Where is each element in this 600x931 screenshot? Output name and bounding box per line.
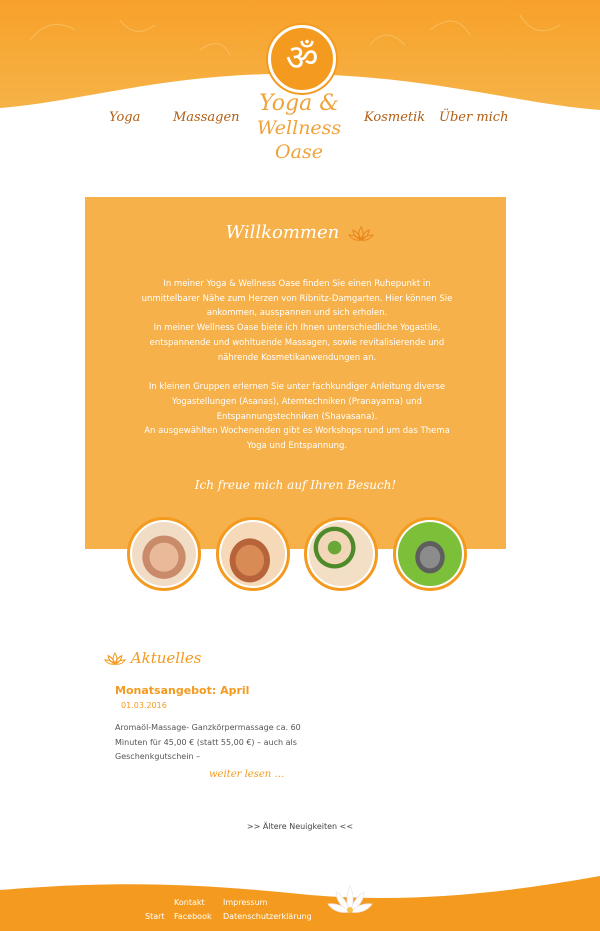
welcome-line: unmittelbarer Nähe zum Herzen von Ribnitz-Damgarten. Hier können Sie bbox=[141, 293, 453, 304]
post-body: Aromaöl-Massage- Ganzkörpermassage ca. 60 Minuten für 45,00 € (statt 55,00 €) – auch als Geschenkgutschein – bbox=[115, 723, 301, 761]
nav-yoga[interactable]: Yoga bbox=[109, 110, 141, 125]
cosmetics-image bbox=[309, 522, 373, 586]
welcome-line: In kleinen Gruppen erlernen Sie unter fachkundiger Anleitung diverse bbox=[148, 382, 446, 393]
footer-background bbox=[0, 870, 600, 931]
nav-massagen[interactable]: Massagen bbox=[173, 110, 240, 125]
lotus-icon bbox=[348, 225, 374, 243]
brand-line-2: Wellness Oase bbox=[256, 117, 342, 163]
nav-ueber-mich[interactable]: Über mich bbox=[439, 110, 509, 125]
welcome-heading bbox=[0, 222, 600, 243]
lotus-icon bbox=[104, 651, 126, 667]
stones-image-link[interactable] bbox=[393, 517, 467, 591]
massage-image bbox=[221, 522, 285, 586]
welcome-title: Willkommen bbox=[225, 222, 340, 243]
paragraph-gap bbox=[132, 365, 462, 380]
welcome-line: Entspannungstechniken (Shavasana). bbox=[216, 411, 378, 422]
yoga-image-link[interactable] bbox=[127, 517, 201, 591]
footer-start[interactable]: Start bbox=[145, 912, 165, 921]
welcome-line: In meiner Yoga & Wellness Oase finden Sie einen Ruhepunkt in bbox=[163, 279, 431, 289]
footer-facebook[interactable]: Facebook bbox=[174, 912, 212, 921]
cosmetics-image-link[interactable] bbox=[304, 517, 378, 591]
welcome-line: nährende Kosmetikanwendungen an. bbox=[217, 352, 377, 363]
welcome-line: Yoga und Entspannung. bbox=[246, 441, 348, 452]
post-date: 01.03.2016 bbox=[121, 701, 167, 710]
news-heading bbox=[104, 649, 201, 667]
yoga-feet-image bbox=[132, 522, 196, 586]
footer-datenschutz[interactable]: Datenschutzerklärung bbox=[223, 912, 312, 921]
welcome-line: In meiner Wellness Oase biete ich Ihnen unterschiedliche Yogastile, bbox=[153, 323, 441, 334]
welcome-greeting: Ich freue mich auf Ihren Besuch! bbox=[194, 478, 397, 492]
post-title-link[interactable]: Monatsangebot: April bbox=[115, 684, 250, 697]
welcome-line: An ausgewählten Wochenenden gibt es Workshops rund um das Thema bbox=[144, 426, 450, 437]
footer-impressum[interactable]: Impressum bbox=[223, 898, 268, 907]
water-lily-icon bbox=[326, 880, 374, 928]
welcome-text bbox=[132, 277, 462, 454]
older-news-link[interactable]: >> Ältere Neuigkeiten << bbox=[246, 822, 354, 831]
welcome-line: ankommen, ausspannen und sich erholen. bbox=[206, 308, 388, 319]
welcome-line: entspannende und wohltuende Massagen, sowie revitalisierende und bbox=[149, 337, 445, 348]
welcome-line: Yogastellungen (Asanas), Atemtechniken (Pranayama) und bbox=[172, 396, 422, 407]
om-logo[interactable] bbox=[268, 25, 336, 93]
stones-image bbox=[398, 522, 462, 586]
footer-kontakt[interactable]: Kontakt bbox=[174, 898, 205, 907]
om-icon: ॐ bbox=[285, 38, 319, 79]
read-more-link[interactable]: weiter lesen … bbox=[209, 769, 285, 780]
brand-line-1: Yoga & bbox=[259, 91, 339, 116]
brand-title[interactable] bbox=[240, 92, 358, 164]
nav-kosmetik[interactable]: Kosmetik bbox=[364, 110, 426, 125]
massage-image-link[interactable] bbox=[216, 517, 290, 591]
news-title: Aktuelles bbox=[130, 649, 202, 667]
